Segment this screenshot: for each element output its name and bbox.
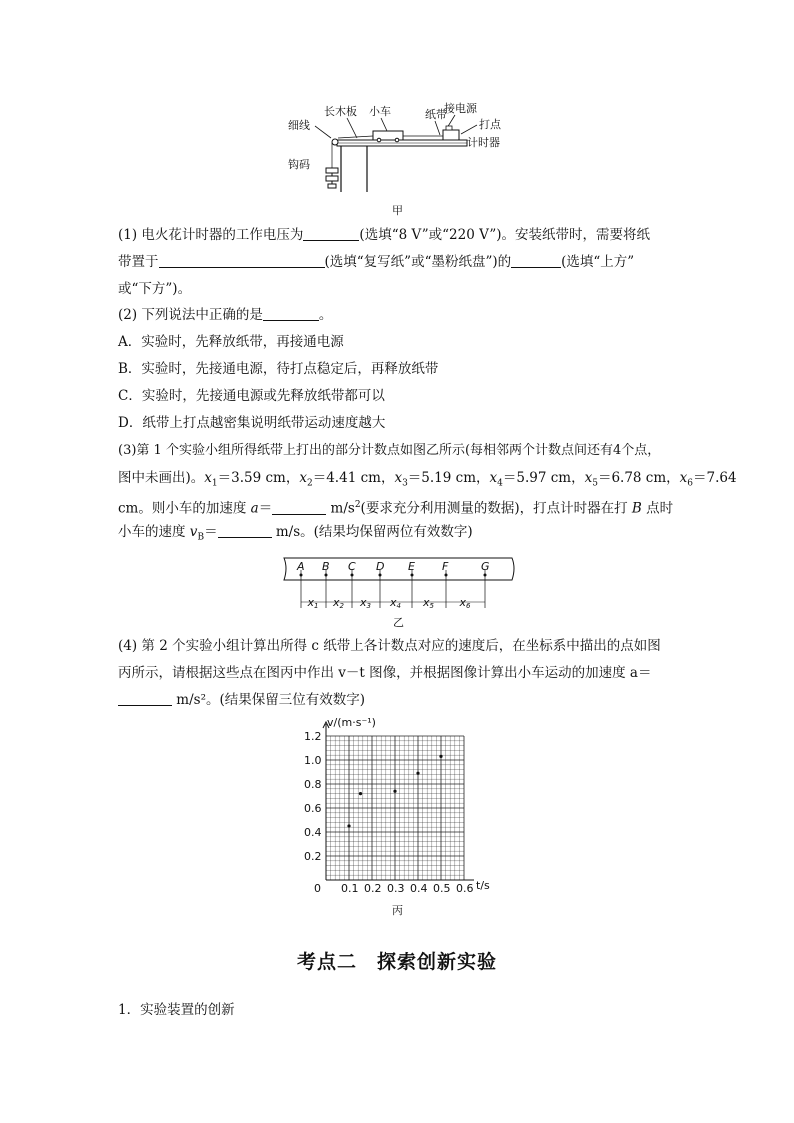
tape-point-label: E: [408, 560, 415, 573]
figure-yi-caption: 乙: [393, 616, 404, 629]
blank-paper-position: [159, 253, 325, 268]
q3-line4: 小车的速度 $v_B= m/s$。(结果均保留两位有效数字): [118, 524, 473, 543]
tape-segment-label: x2: [333, 596, 344, 610]
x-tick-label: 0.3: [387, 882, 405, 895]
blank-acceleration-4: [118, 691, 172, 706]
q2-option-c: C．实验时，先接通电源或先释放纸带都可以: [118, 388, 385, 404]
tape-dot: [379, 574, 382, 577]
q1-line1: (1) 电火花计时器的工作电压为 (选填“8 V”或“220 V”)。安装纸带时，需要将纸: [118, 227, 650, 243]
q2-option-d: D．纸带上打点越密集说明纸带运动速度越大: [118, 415, 386, 431]
q2-stem: (2) 下列说法中正确的是 。: [118, 307, 333, 323]
q2-option-b: B．实验时，先接通电源，待打点稳定后，再释放纸带: [118, 361, 439, 377]
data-point: [416, 772, 419, 775]
tape-segment-label: x4: [390, 596, 401, 610]
apparatus-figure: [275, 98, 515, 218]
q4-line1: (4) 第 2 个实验小组计算出所得 c 纸带上各计数点对应的速度后，在坐标系中描出的点如图: [118, 638, 661, 654]
tape-segment-label: x1: [307, 596, 319, 610]
tape-dot: [411, 574, 414, 577]
blank-q2: [263, 306, 319, 321]
data-point: [347, 824, 350, 827]
data-point: [359, 792, 362, 795]
q3-line3: cm。则小车的加速度 $a= m/s^2$(要求充分利用测量的数据)，打点计时器在打 B 点时: [118, 500, 674, 517]
tape-dot: [484, 574, 487, 577]
tape-point-label: C: [348, 560, 356, 573]
tape-point-label: B: [322, 560, 330, 573]
y-tick-label: 0.4: [304, 826, 322, 839]
tape-segment-label: x6: [459, 596, 471, 610]
figure-bing-caption: 丙: [392, 904, 403, 917]
tape-point-label: F: [442, 560, 449, 573]
label-gouma: 钩码: [288, 158, 310, 171]
y-tick-label: 1.2: [304, 730, 322, 743]
label-xixian: 细线: [288, 119, 310, 132]
tape-dot: [445, 574, 448, 577]
chart-xlabel: t/s: [476, 879, 490, 892]
q1-line2: 带置于 (选填“复写纸”或“墨粉纸盘”)的 (选填“上方”: [118, 254, 635, 270]
tape-point-label: A: [297, 560, 305, 573]
blank-velocity-b: [218, 523, 272, 538]
data-point: [393, 790, 396, 793]
data-point: [439, 755, 442, 758]
tape-point-label: G: [481, 560, 490, 573]
chart-ylabel: v/(m·s⁻¹): [327, 716, 376, 729]
q4-line3: m/s²。(结果保留三位有效数字): [118, 690, 365, 710]
q1-line3: 或“下方”)。: [118, 281, 192, 297]
x-tick-label: 0.1: [341, 882, 359, 895]
label-jiedianyuan: 接电源: [444, 102, 477, 115]
blank-acceleration: [272, 500, 326, 515]
x-tick-label: 0: [314, 882, 321, 895]
x-tick-label: 0.2: [364, 882, 382, 895]
tape-dot: [325, 574, 328, 577]
q2-option-a: A．实验时，先释放纸带，再接通电源: [118, 334, 344, 350]
y-tick-label: 1.0: [304, 754, 322, 767]
tape-segment-label: x5: [423, 596, 434, 610]
section-title: 考点二 探索创新实验: [296, 951, 497, 973]
tape-dot: [351, 574, 354, 577]
tape-point-label: D: [376, 560, 385, 573]
label-xiaoche: 小车: [369, 105, 391, 118]
y-tick-label: 0.8: [304, 778, 322, 791]
label-dadian: 打点: [479, 118, 501, 131]
x-tick-label: 0.4: [410, 882, 428, 895]
tape-segment-label: x3: [360, 596, 371, 610]
figure-jia-caption: 甲: [392, 204, 403, 217]
q3-line1: (3)第 1 个实验小组所得纸带上打出的部分计数点如图乙所示(每相邻两个计数点间还有4个点，: [118, 443, 661, 458]
x-tick-label: 0.5: [433, 882, 451, 895]
section-item-1: 1．实验装置的创新: [118, 1002, 235, 1018]
y-tick-label: 0.6: [304, 802, 322, 815]
q4-line2: 丙所示，请根据这些点在图丙中作出 v－t 图像，并根据图像计算出小车运动的加速度 a＝: [118, 665, 652, 681]
blank-above-below: [511, 253, 561, 268]
vt-chart: [300, 714, 500, 900]
label-changmuban: 长木板: [324, 105, 357, 118]
tape-dot: [300, 574, 303, 577]
q3-line2: 图中未画出)。$x_1=3.59$ cm，$x_2=4.41$ cm，$x_3=5.19$ cm，$x_4=5.97$ cm，$x_5=6.78$ cm，$x_6=7.64$: [118, 470, 737, 489]
label-jishiqi: 计时器: [467, 136, 500, 149]
label-zhidai: 纸带: [425, 108, 447, 121]
y-tick-label: 0.2: [304, 850, 322, 863]
blank-voltage: [303, 226, 359, 241]
x-tick-label: 0.6: [456, 882, 474, 895]
